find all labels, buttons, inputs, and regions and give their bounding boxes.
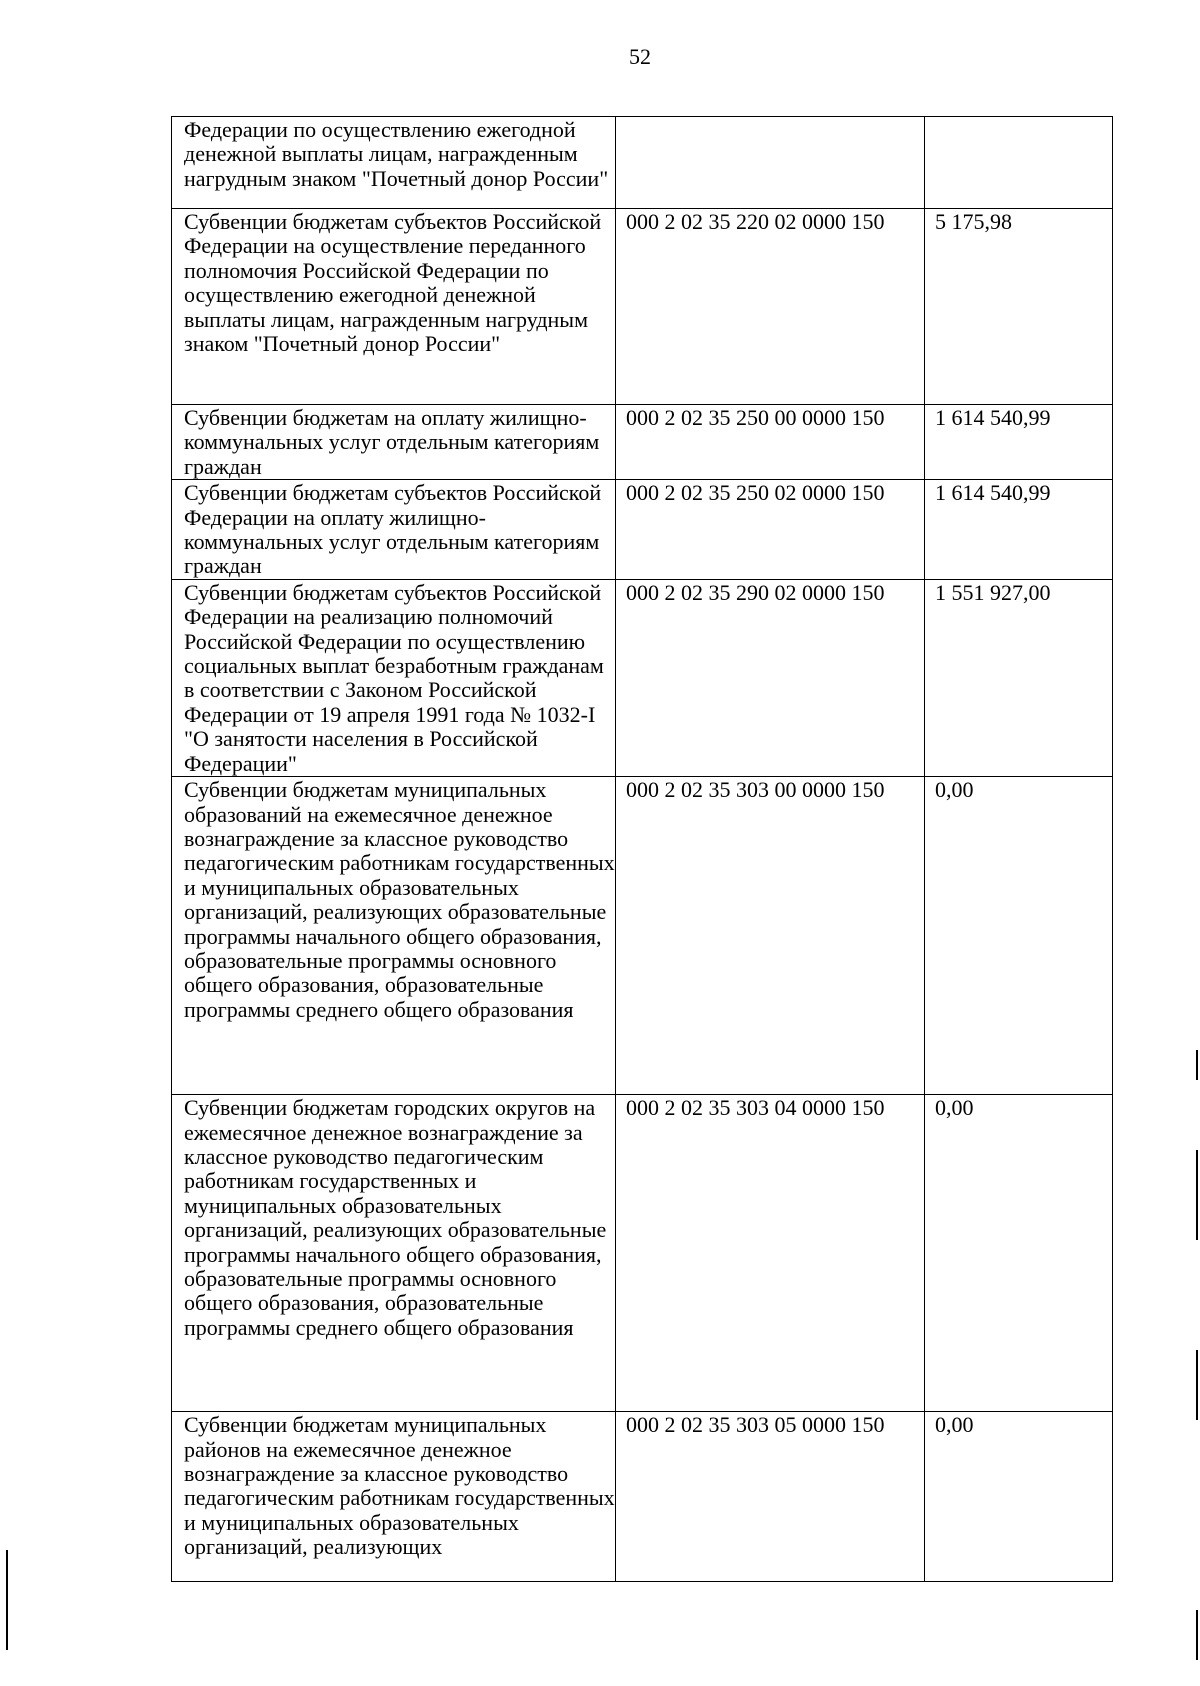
row-amount-cell: 5 175,98 — [925, 209, 1113, 405]
table-row — [172, 1412, 1113, 1582]
row-code-cell: 000 2 02 35 303 04 0000 150 — [616, 1095, 925, 1412]
row-amount-cell: 0,00 — [925, 1095, 1113, 1412]
row-code-cell: 000 2 02 35 290 02 0000 150 — [616, 579, 925, 776]
row-amount-cell — [925, 117, 1113, 209]
row-name-cell: Субвенции бюджетам муниципальных образований на ежемесячное денежное вознаграждение за классное руководство педагогическим работникам государственных и муниципальных образовательных организаций, реализующих образовательные программы начального общего образования, образовательные программы основного общего образования, образовательные программы среднего общего образования — [172, 777, 616, 1095]
table-row — [172, 405, 1113, 480]
budget-table — [171, 116, 1113, 1582]
table-row — [172, 777, 1113, 1095]
row-name-cell: Субвенции бюджетам муниципальных районов на ежемесячное денежное вознаграждение за классное руководство педагогическим работникам государственных и муниципальных образовательных организаций, реализующих — [172, 1412, 616, 1582]
row-code-cell: 000 2 02 35 250 02 0000 150 — [616, 480, 925, 580]
row-code-cell: 000 2 02 35 250 00 0000 150 — [616, 405, 925, 480]
row-amount-cell: 1 614 540,99 — [925, 480, 1113, 580]
scan-artifact-line — [1196, 1610, 1198, 1660]
row-name-cell: Субвенции бюджетам субъектов Российской Федерации на оплату жилищно-коммунальных услуг отдельным категориям граждан — [172, 480, 616, 580]
scan-artifact-line — [1196, 1150, 1198, 1240]
table-row — [172, 1095, 1113, 1412]
row-amount-cell: 1 551 927,00 — [925, 579, 1113, 776]
row-name-cell: Федерации по осуществлению ежегодной денежной выплаты лицам, награжденным нагрудным знаком "Почетный донор России" — [172, 117, 616, 209]
row-name-cell: Субвенции бюджетам на оплату жилищно-коммунальных услуг отдельным категориям граждан — [172, 405, 616, 480]
row-name-cell: Субвенции бюджетам городских округов на ежемесячное денежное вознаграждение за классное руководство педагогическим работникам государственных и муниципальных образовательных организаций, реализующих образовательные программы начального общего образования, образовательные программы основного общего образования, образовательные программы среднего общего образования — [172, 1095, 616, 1412]
row-code-cell — [616, 117, 925, 209]
row-amount-cell: 1 614 540,99 — [925, 405, 1113, 480]
table-row — [172, 209, 1113, 405]
row-code-cell: 000 2 02 35 220 02 0000 150 — [616, 209, 925, 405]
table-row — [172, 579, 1113, 776]
table-row — [172, 117, 1113, 209]
scan-artifact-line — [6, 1550, 8, 1650]
page-number: 52 — [629, 44, 651, 69]
scan-artifact-line — [1196, 1050, 1198, 1080]
row-code-cell: 000 2 02 35 303 05 0000 150 — [616, 1412, 925, 1582]
table-row — [172, 480, 1113, 580]
row-name-cell: Субвенции бюджетам субъектов Российской Федерации на реализацию полномочий Российской Федерации по осуществлению социальных выплат безработным гражданам в соответствии с Законом Российской Федерации от 19 апреля 1991 года № 1032-I "О занятости населения в Российской Федерации" — [172, 579, 616, 776]
scan-artifact-line — [1196, 1350, 1198, 1420]
row-name-cell: Субвенции бюджетам субъектов Российской Федерации на осуществление переданного полномочия Российской Федерации по осуществлению ежегодной денежной выплаты лицам, награжденным нагрудным знаком "Почетный донор России" — [172, 209, 616, 405]
row-amount-cell: 0,00 — [925, 777, 1113, 1095]
row-amount-cell: 0,00 — [925, 1412, 1113, 1582]
row-code-cell: 000 2 02 35 303 00 0000 150 — [616, 777, 925, 1095]
